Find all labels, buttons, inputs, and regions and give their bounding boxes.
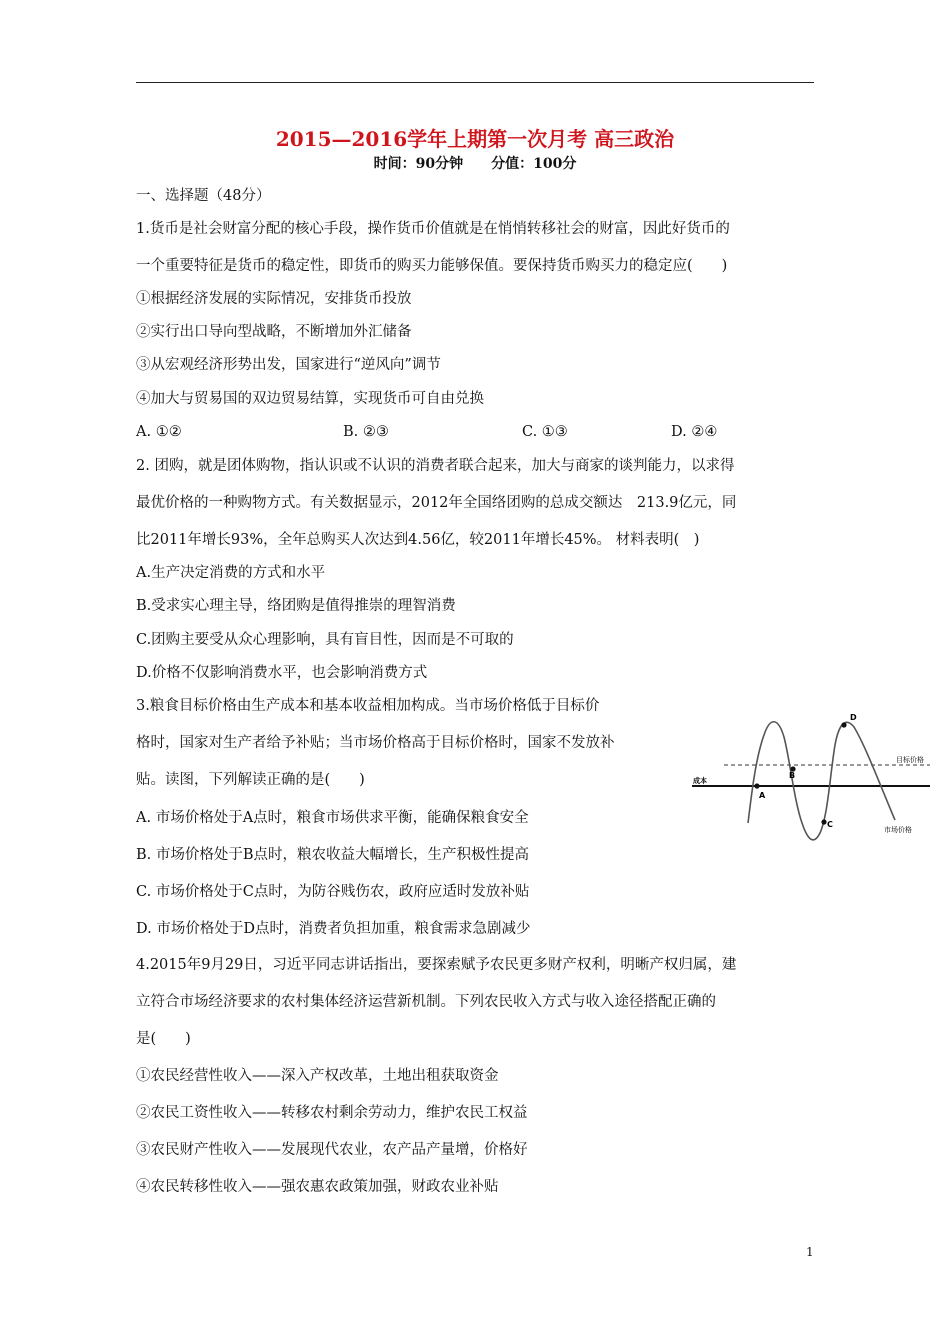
q1-option-d: D. ②④ — [671, 424, 718, 440]
header-rule — [136, 82, 814, 83]
exam-score: 分值：100分 — [491, 156, 577, 172]
page-title: 2015—2016学年上期第一次月考 高三政治 — [275, 127, 675, 151]
q3-option-b: B. 市场价格处于B点时，粮农收益大幅增长，生产积极性提高 — [136, 847, 530, 863]
q2-line: 2. 团购，就是团体购物，指认识或不认识的消费者联合起来，加大与商家的谈判能力，以求得 — [136, 458, 735, 474]
q1-line: ①根据经济发展的实际情况，安排货币投放 — [136, 291, 412, 307]
q1-line: ③从宏观经济形势出发，国家进行“逆风向”调节 — [136, 357, 441, 373]
point-d-marker — [841, 722, 846, 727]
point-a-label: A — [759, 791, 766, 800]
point-c-label: C — [827, 820, 833, 829]
q1-line: ④加大与贸易国的双边贸易结算，实现货币可自由兑换 — [136, 391, 484, 407]
q4-line: 立符合市场经济要求的农村集体经济运营新机制。下列农民收入方式与收入途径搭配正确的 — [136, 994, 716, 1010]
q3-line: 贴。读图，下列解读正确的是( ) — [136, 772, 365, 788]
cost-label: 成本 — [693, 777, 707, 785]
q1-option-c: C. ①③ — [522, 424, 568, 440]
page-number: 1 — [806, 1245, 814, 1259]
q1-option-b: B. ②③ — [343, 424, 389, 440]
q3-line: 格时，国家对生产者给予补贴；当市场价格高于目标价格时，国家不发放补 — [136, 735, 615, 751]
q4-line: 4.2015年9月29日，习近平同志讲话指出，要探索赋予农民更多财产权利，明晰产权归属，建 — [136, 957, 737, 973]
q4-line: ②农民工资性收入——转移农村剩余劳动力，维护农民工权益 — [136, 1105, 528, 1121]
q1-line: ②实行出口导向型战略，不断增加外汇储备 — [136, 324, 412, 340]
q2-option-b: B.受求实心理主导，络团购是值得推崇的理智消费 — [136, 598, 456, 614]
exam-meta — [0, 153, 950, 173]
q2-line: 最优价格的一种购物方式。有关数据显示，2012年全国络团购的总成交额达 213.9亿元，同 — [136, 495, 737, 511]
q3-option-a: A. 市场价格处于A点时，粮食市场供求平衡，能确保粮食安全 — [136, 810, 529, 826]
q2-option-c: C.团购主要受从众心理影响，具有盲目性，因而是不可取的 — [136, 632, 514, 648]
point-c-marker — [821, 819, 826, 824]
exam-time: 时间：90分钟 — [373, 156, 464, 172]
q4-line: 是( ) — [136, 1031, 191, 1047]
q3-option-d: D. 市场价格处于D点时，消费者负担加重，粮食需求急剧减少 — [136, 921, 531, 937]
q2-line: 比2011年增长93%，全年总购买人次达到4.56亿，较2011年增长45%。 材料表明( ) — [136, 532, 700, 548]
q1-line: 一个重要特征是货币的稳定性，即货币的购买力能够保值。要保持货币购买力的稳定应( ) — [136, 258, 728, 274]
q1-option-a: A. ①② — [136, 424, 182, 440]
price-diagram — [690, 705, 935, 855]
point-a-marker — [754, 783, 759, 788]
q4-line: ④农民转移性收入——强农惠农政策加强，财政农业补贴 — [136, 1179, 499, 1195]
point-b-label: B — [789, 771, 796, 780]
target-price-label: 目标价格 — [896, 756, 924, 764]
q3-line: 3.粮食目标价格由生产成本和基本收益相加构成。当市场价格低于目标价 — [136, 698, 600, 714]
point-d-label: D — [850, 713, 857, 722]
q1-line: 1.货币是社会财富分配的核心手段，操作货币价值就是在悄悄转移社会的财富，因此好货币的 — [136, 221, 730, 237]
q2-option-d: D.价格不仅影响消费水平，也会影响消费方式 — [136, 665, 428, 681]
market-price-label: 市场价格 — [884, 826, 912, 834]
q2-option-a: A.生产决定消费的方式和水平 — [136, 565, 326, 581]
section-heading: 一、选择题（48分） — [136, 188, 271, 204]
q3-option-c: C. 市场价格处于C点时，为防谷贱伤农，政府应适时发放补贴 — [136, 884, 530, 900]
q4-line: ③农民财产性收入——发展现代农业，农产品产量增，价格好 — [136, 1142, 528, 1158]
q4-line: ①农民经营性收入——深入产权改革，土地出租获取资金 — [136, 1068, 499, 1084]
